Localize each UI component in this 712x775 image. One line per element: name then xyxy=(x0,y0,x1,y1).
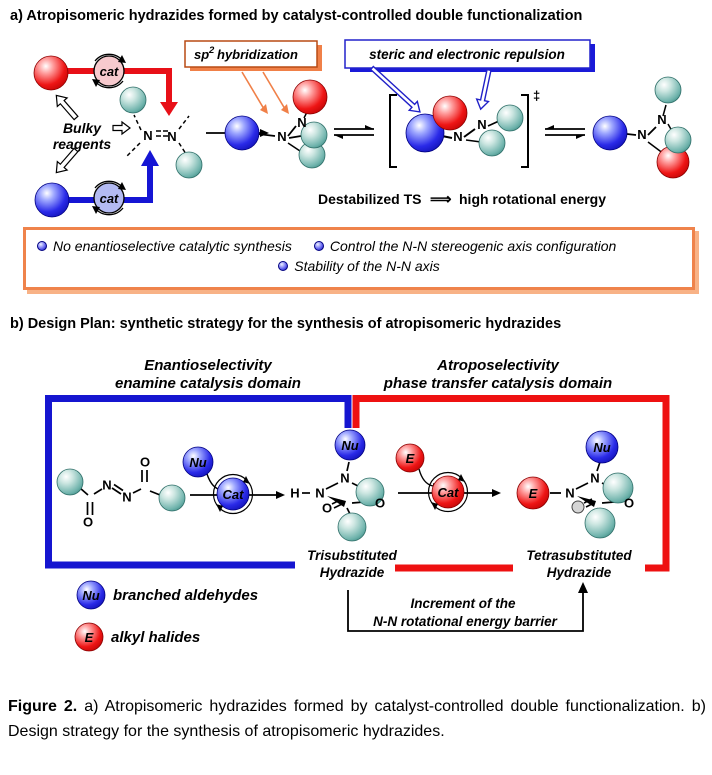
cat-label: cat xyxy=(99,191,119,206)
destabilized-label: Destabilized TS xyxy=(318,191,422,207)
double-dagger: ‡ xyxy=(533,88,541,103)
atroposelectivity-header-line2: phase transfer catalysis domain xyxy=(383,375,613,392)
key-point-text: No enantioselective catalytic synthesis xyxy=(53,238,292,254)
sp2-hybridization-box xyxy=(185,41,322,71)
n-atom: N xyxy=(637,127,647,142)
o-atom: O xyxy=(623,495,635,511)
key-points-box xyxy=(23,227,695,290)
n-atom: N xyxy=(277,129,287,144)
implies-arrow-icon: ⟹ xyxy=(430,191,452,208)
key-point-item xyxy=(314,238,616,254)
transition-state xyxy=(390,88,540,167)
teal-substituent-sphere xyxy=(479,130,505,156)
e-label: E xyxy=(405,451,415,466)
blue-substituent-sphere xyxy=(593,116,627,150)
bulky-label-line2: reagents xyxy=(52,136,112,152)
destabilized-ts-note xyxy=(318,191,606,208)
blue-cat-catalyst xyxy=(92,181,126,214)
atropisomer-cartoon xyxy=(593,77,691,178)
o-atom: O xyxy=(139,454,151,470)
panel-a-scheme xyxy=(0,36,712,226)
panel-a-title: a) Atropisomeric hydrazides formed by catalyst-controlled double functionalization xyxy=(10,8,583,24)
sp2-label-sup: 2 xyxy=(209,45,215,56)
enantioselectivity-header-line2: enamine catalysis domain xyxy=(115,375,301,392)
n-atom: N xyxy=(315,485,325,501)
diazene-substrate xyxy=(57,455,185,530)
legend-e-text: alkyl halides xyxy=(111,629,201,646)
red-substituent-sphere xyxy=(433,96,467,130)
blue-reagent-sphere xyxy=(35,183,69,217)
tetrasubstituted-label-line1: Tetrasubstituted xyxy=(526,548,632,563)
key-point-text: Control the N-N stereogenic axis configuration xyxy=(329,238,617,254)
blue-substituent-sphere xyxy=(225,116,259,150)
teal-substituent-sphere xyxy=(497,105,523,131)
enamine-catalysis-step xyxy=(183,447,285,514)
increment-annotation xyxy=(348,582,588,631)
teal-substituent-sphere xyxy=(120,87,146,113)
panel-b-scheme xyxy=(0,350,712,660)
teal-substituent-sphere xyxy=(338,513,366,541)
figure-caption xyxy=(8,694,706,744)
key-point-item xyxy=(37,238,292,254)
n-atom: N xyxy=(340,470,350,486)
o-atom: O xyxy=(82,514,94,530)
e-label: E xyxy=(528,486,538,501)
cat-label: cat xyxy=(99,64,119,79)
sp2-label-suffix: hybridization xyxy=(217,47,298,62)
key-point-item xyxy=(278,258,440,274)
o-atom-sphere xyxy=(572,501,584,513)
nu-label: Nu xyxy=(189,455,207,470)
n-atom: N xyxy=(657,112,667,127)
repulsion-label: steric and electronic repulsion xyxy=(369,47,565,62)
cat-label: Cat xyxy=(222,487,244,502)
n-atom: N xyxy=(297,115,307,130)
bracket-left xyxy=(390,95,397,167)
open-arrow-to-red xyxy=(51,91,80,122)
teal-substituent-sphere xyxy=(159,485,185,511)
cat-label: Cat xyxy=(437,485,459,500)
high-rotational-label: high rotational energy xyxy=(459,191,607,207)
n-atom: N xyxy=(453,129,463,144)
teal-substituent-sphere xyxy=(585,508,615,538)
figure-caption-label: Figure 2. xyxy=(8,698,78,715)
bullet-sphere-icon xyxy=(37,241,47,251)
equilibrium-arrow xyxy=(545,125,585,139)
sp2-pointer-arrows xyxy=(242,72,289,114)
trisubstituted-label-line2: Hydrazide xyxy=(319,565,385,580)
bracket-right xyxy=(521,95,528,167)
ptc-catalysis-step xyxy=(396,444,501,512)
teal-substituent-sphere xyxy=(655,77,681,103)
bullet-sphere-icon xyxy=(314,241,324,251)
n-atom: N xyxy=(143,128,153,143)
red-cat-catalyst xyxy=(92,54,126,87)
trisubstituted-label-line1: Trisubstituted xyxy=(307,548,397,563)
repulsion-box xyxy=(345,40,595,72)
bullet-sphere-icon xyxy=(278,261,288,271)
azo-core xyxy=(120,87,202,178)
bulky-reagents xyxy=(51,91,130,177)
equilibrium-arrow xyxy=(334,125,374,139)
n-atom: N xyxy=(167,129,177,144)
n-atom: N xyxy=(565,485,575,501)
atroposelectivity-header-line1: Atroposelectivity xyxy=(437,357,559,374)
n-atom: N xyxy=(590,470,600,486)
n-atom: N xyxy=(122,489,132,505)
legend-nu-text: branched aldehydes xyxy=(113,587,259,604)
figure-caption-text: a) Atropisomeric hydrazides formed by catalyst-controlled double functionalization. b) Design strategy for the synthesis of atropisomeric hydrazides. xyxy=(8,698,706,740)
red-substituent-sphere xyxy=(293,80,327,114)
o-atom: O xyxy=(374,495,386,511)
o-atom: O xyxy=(321,500,333,516)
open-arrow-right xyxy=(113,122,130,134)
teal-substituent-sphere xyxy=(176,152,202,178)
legend xyxy=(75,581,258,651)
increment-line1: Increment of the xyxy=(410,596,516,611)
tetrasubstituted-label-line2: Hydrazide xyxy=(546,565,612,580)
e-label: E xyxy=(84,630,94,645)
teal-substituent-sphere xyxy=(57,469,83,495)
nu-label: Nu xyxy=(593,440,611,455)
n-atom: N xyxy=(477,117,487,132)
increment-line2: N-N rotational energy barrier xyxy=(373,614,557,629)
teal-substituent-sphere xyxy=(665,127,691,153)
nu-label: Nu xyxy=(341,438,359,453)
h-atom: H xyxy=(290,485,300,501)
panel-b-title: b) Design Plan: synthetic strategy for the synthesis of atropisomeric hydrazides xyxy=(10,316,562,332)
key-point-text: Stability of the N-N axis xyxy=(294,258,440,274)
bulky-label-line1: Bulky xyxy=(62,120,102,136)
n-atom: N xyxy=(102,477,112,493)
sp2-label-prefix: sp xyxy=(194,47,210,62)
red-reagent-sphere xyxy=(34,56,68,90)
tetrasubstituted-hydrazide xyxy=(517,431,634,580)
nu-label: Nu xyxy=(82,588,100,603)
enamine-domain-box xyxy=(49,399,349,566)
enantioselectivity-header-line1: Enantioselectivity xyxy=(144,357,272,374)
trisubstituted-hydrazide xyxy=(290,430,397,580)
